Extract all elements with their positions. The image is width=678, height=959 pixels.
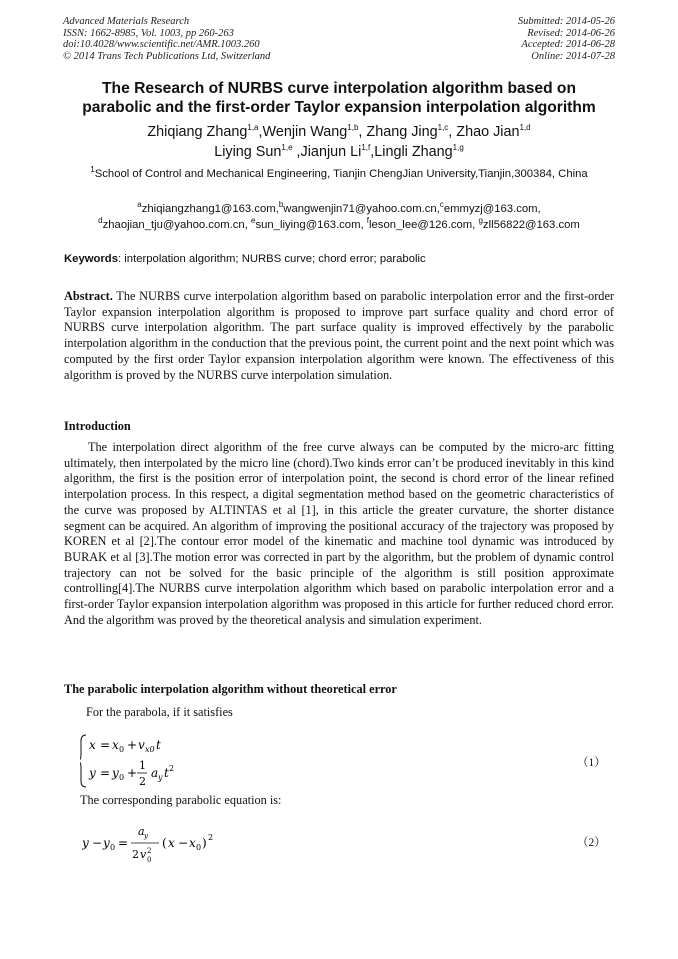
author-affil-mark: 1,a [247, 123, 259, 133]
svg-text:): ) [202, 836, 207, 850]
affiliation-mark: 1 [90, 165, 95, 175]
svg-text:2: 2 [169, 764, 175, 773]
svg-text:2: 2 [147, 847, 152, 855]
submitted-date: Submitted: 2014-05-26 [517, 16, 615, 27]
svg-text:t: t [156, 738, 161, 752]
email-mark: b [278, 200, 284, 210]
author-list [40, 123, 638, 162]
abstract [64, 289, 614, 383]
svg-text:=: = [100, 766, 111, 780]
svg-text:2: 2 [132, 848, 139, 861]
equation-1-number: （1） [577, 757, 606, 769]
svg-text:x0: x0 [145, 745, 155, 754]
svg-text:x: x [189, 836, 196, 850]
email-mark: f [366, 216, 370, 226]
author-line-2 [40, 143, 638, 163]
author-name: , Zhang Jing [358, 124, 438, 140]
author-name: Liying Sun [214, 143, 282, 160]
author-affil-mark: 1,f [361, 142, 371, 152]
journal-name: Advanced Materials Research [63, 16, 190, 27]
affiliation-text: School of Control and Mechanical Engineering, Tianjin ChengJian University,Tianjin,300384, China [94, 168, 588, 180]
svg-text:a: a [138, 825, 145, 838]
author-affil-mark: 1,c [437, 123, 449, 133]
svg-text:2: 2 [139, 775, 146, 788]
email-line-1 [40, 201, 638, 217]
svg-text:(: ( [162, 836, 167, 850]
svg-text:1: 1 [139, 759, 146, 772]
author-affil-mark: 1,b [347, 123, 359, 133]
svg-text:0: 0 [147, 856, 152, 864]
revised-date: Revised: 2014-06-26 [527, 27, 615, 39]
svg-text:y: y [112, 766, 119, 780]
email-list [40, 201, 638, 233]
author-line-1 [40, 123, 638, 143]
author-affil-mark: 1,e [281, 142, 293, 152]
email-address[interactable]: leson_lee@126.com, [369, 219, 476, 231]
svg-text:y: y [89, 766, 96, 780]
svg-text:=: = [118, 836, 129, 850]
email-address[interactable]: zll56822@163.com [482, 219, 580, 231]
keywords-label: Keywords [64, 253, 118, 265]
parabolic-equation-text: The corresponding parabolic equation is: [80, 793, 282, 807]
svg-text:0: 0 [196, 843, 202, 852]
email-address[interactable]: emmyzj@163.com, [443, 203, 541, 215]
keywords-text: : interpolation algorithm; NURBS curve; chord error; parabolic [118, 253, 426, 265]
email-line-2 [40, 217, 638, 233]
equation-2 [82, 822, 262, 866]
svg-text:+: + [127, 738, 138, 752]
copyright: © 2014 Trans Tech Publications Ltd, Switzerland [63, 50, 271, 62]
email-mark: d [98, 216, 103, 226]
svg-text:y: y [103, 836, 110, 850]
svg-text:v: v [140, 848, 147, 861]
svg-text:0: 0 [119, 745, 125, 754]
issn: ISSN: 1662-8985, Vol. 1003, pp 260-263 [63, 27, 234, 39]
svg-text:2: 2 [208, 833, 214, 842]
email-mark: a [137, 200, 142, 210]
email-address[interactable]: zhiqiangzhang1@163.com, [141, 203, 279, 215]
author-name: Zhiqiang Zhang [147, 124, 248, 140]
svg-text:y: y [158, 773, 163, 782]
email-mark: c [439, 200, 444, 210]
online-date: Online: 2014-07-28 [531, 50, 615, 62]
author-affil-mark: 1,d [519, 123, 531, 133]
svg-text:0: 0 [110, 843, 116, 852]
section-heading-parabolic: The parabolic interpolation algorithm without theoretical error [64, 682, 397, 696]
paper-title [40, 80, 638, 117]
title-line-1: The Research of NURBS curve interpolation algorithm based on [102, 80, 576, 97]
title-line-2: parabolic and the first-order Taylor expansion interpolation algorithm [82, 98, 596, 116]
svg-text:a: a [151, 766, 159, 780]
author-name: , Zhao Jian [448, 124, 520, 140]
equation-2-number: （2） [577, 837, 606, 849]
journal-header-right [518, 16, 615, 62]
svg-text:y: y [144, 832, 148, 840]
svg-text:t: t [164, 766, 169, 780]
svg-text:−: − [178, 836, 189, 850]
email-mark: e [251, 216, 256, 226]
svg-text:x: x [168, 836, 175, 850]
email-mark: g [478, 216, 483, 226]
abstract-text: The NURBS curve interpolation algorithm based on parabolic interpolation error and the first-order Taylor expansion interpolation algorithm is proposed to improve part surface quality and chord error of NURBS curve interpolation algorithm. The part surface quality is improved effectively by the parabolic interpolation algorithm in the conduction that the previous point, the current point and the next point which was computed by the first order Taylor expansion interpolation algorithm were known. The effectiveness of this algorithm is proved by the NURBS curve interpolation simulation. [64, 289, 614, 382]
svg-text:x: x [89, 738, 96, 752]
author-affil-mark: 1,g [452, 142, 464, 152]
affiliation [70, 166, 608, 182]
svg-text:x: x [112, 738, 119, 752]
email-address[interactable]: sun_liying@163.com, [255, 219, 364, 231]
author-name: ,Jianjun Li [292, 143, 362, 160]
introduction-heading: Introduction [64, 419, 131, 433]
accepted-date: Accepted: 2014-06-28 [521, 39, 615, 51]
svg-text:0: 0 [119, 773, 125, 782]
svg-text:y: y [82, 836, 89, 850]
journal-header-left [63, 16, 270, 62]
svg-text:+: + [127, 766, 138, 780]
email-address[interactable]: zhaojian_tju@yahoo.com.cn, [102, 219, 248, 231]
doi: doi:10.4028/www.scientific.net/AMR.1003.260 [63, 39, 260, 51]
abstract-label: Abstract. [64, 289, 113, 303]
svg-text:v: v [138, 738, 145, 752]
svg-text:=: = [100, 738, 111, 752]
svg-text:−: − [92, 836, 103, 850]
equation-1 [80, 733, 210, 789]
keywords [64, 252, 624, 267]
author-name: ,Wenjin Wang [258, 124, 348, 140]
email-address[interactable]: wangwenjin71@yahoo.com.cn, [283, 203, 440, 215]
parabola-intro-text: For the parabola, if it satisfies [86, 705, 233, 719]
introduction-paragraph: The interpolation direct algorithm of the free curve always can be computed by the micro-arc fitting ultimately, then interpolated by the micro line (chord).Two kinds error can’t be produced inevitably in this kind algorithm, the first is the position error of interpolation point, the second is chord error of the linear refined interpolation process. In this respect, a digital segmentation method based on the geometric characteristics of the curve was proposed by ALTINTAS et al [1], in this article the greater curvature, the shorter distance segment can be acquired. An algorithm of improving the positional accuracy of the trajectory was proposed by KOREN et al [2].The contour error model of the kinematic and machine tool dynamic was introduced by BURAK et al [3].The motion error was corrected in part by the algorithm, but the problem of dynamic control trajectory can not be solved for the basic principle of the algorithm is still position approximate controlling[4].The NURBS curve interpolation algorithm which based on parabolic interpolation error and a first-order Taylor expansion interpolation algorithm was proposed in this article for further reduced chord error. And the algorithm was proved by the theoretical analysis and simulation experiment. [64, 440, 614, 627]
author-name: ,Lingli Zhang [370, 143, 453, 160]
